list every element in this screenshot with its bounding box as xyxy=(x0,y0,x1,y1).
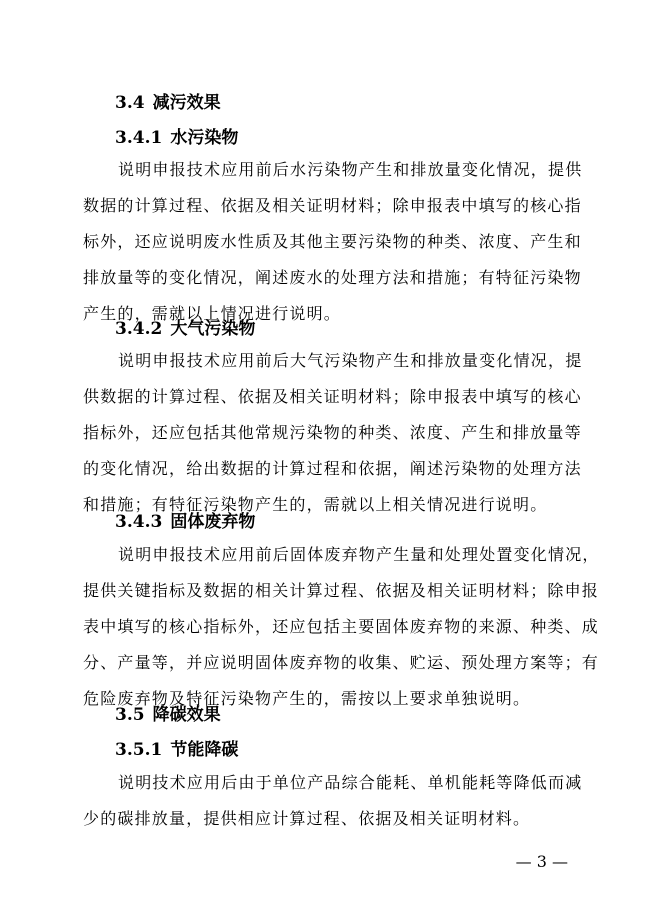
heading-3-5 xyxy=(115,703,221,727)
heading-title: 减污效果 xyxy=(152,93,221,113)
text-line: 排放量等的变化情况，阐述废水的处理方法和措施；有特征污染物 xyxy=(83,268,582,287)
text-line: 说明申报技术应用前后大气污染物产生和排放量变化情况，提 xyxy=(118,351,583,370)
heading-title: 节能降碳 xyxy=(170,740,239,760)
text-line: 指标外，还应包括其他常规污染物的种类、浓度、产生和排放量等 xyxy=(83,423,582,442)
text-line: 说明技术应用后由于单位产品综合能耗、单机能耗等降低而减 xyxy=(118,773,583,792)
text-line: 少的碳排放量，提供相应计算过程、依据及相关证明材料。 xyxy=(83,809,531,828)
heading-3-4 xyxy=(115,91,221,115)
text-line: 说明申报技术应用前后固体废弃物产生量和处理处置变化情况， xyxy=(118,545,600,564)
text-line: 危险废弃物及特征污染物产生的，需按以上要求单独说明。 xyxy=(83,689,531,708)
text-line: 表中填写的核心指标外，还应包括主要固体废弃物的来源、种类、成 xyxy=(83,617,600,636)
text-line: 分、产量等，并应说明固体废弃物的收集、贮运、预处理方案等；有 xyxy=(83,653,600,672)
heading-number: 3.4.2 xyxy=(115,319,163,339)
paragraph-air-pollutants xyxy=(83,343,583,523)
paragraph-solid-waste xyxy=(83,537,600,717)
page-number: — 3 — xyxy=(515,852,568,871)
text-line: 标外，还应说明废水性质及其他主要污染物的种类、浓度、产生和 xyxy=(83,232,582,251)
heading-number: 3.4.3 xyxy=(115,512,163,532)
heading-number: 3.5 xyxy=(115,705,145,725)
heading-number: 3.4 xyxy=(115,93,145,113)
heading-title: 降碳效果 xyxy=(152,705,221,725)
text-line: 供数据的计算过程、依据及相关证明材料；除申报表中填写的核心 xyxy=(83,387,582,406)
text-line: 和措施；有特征污染物产生的，需就以上相关情况进行说明。 xyxy=(83,495,548,514)
paragraph-water-pollutants xyxy=(83,152,583,332)
heading-title: 大气污染物 xyxy=(170,319,256,339)
text-line: 的变化情况，给出数据的计算过程和依据，阐述污染物的处理方法 xyxy=(83,459,582,478)
text-line: 数据的计算过程、依据及相关证明材料；除申报表中填写的核心指 xyxy=(83,196,582,215)
heading-number: 3.5.1 xyxy=(115,740,163,760)
heading-3-4-3 xyxy=(115,510,255,534)
heading-3-4-2 xyxy=(115,317,255,341)
text-line: 产生的，需就以上情况进行说明。 xyxy=(83,304,342,323)
heading-title: 固体废弃物 xyxy=(170,512,256,532)
heading-number: 3.4.1 xyxy=(115,128,163,148)
text-line: 提供关键指标及数据的相关计算过程、依据及相关证明材料；除申报 xyxy=(83,581,600,600)
heading-3-5-1 xyxy=(115,738,238,762)
heading-title: 水污染物 xyxy=(170,128,239,148)
paragraph-energy-carbon xyxy=(83,765,583,837)
heading-3-4-1 xyxy=(115,126,238,150)
text-line: 说明申报技术应用前后水污染物产生和排放量变化情况，提供 xyxy=(118,160,583,179)
